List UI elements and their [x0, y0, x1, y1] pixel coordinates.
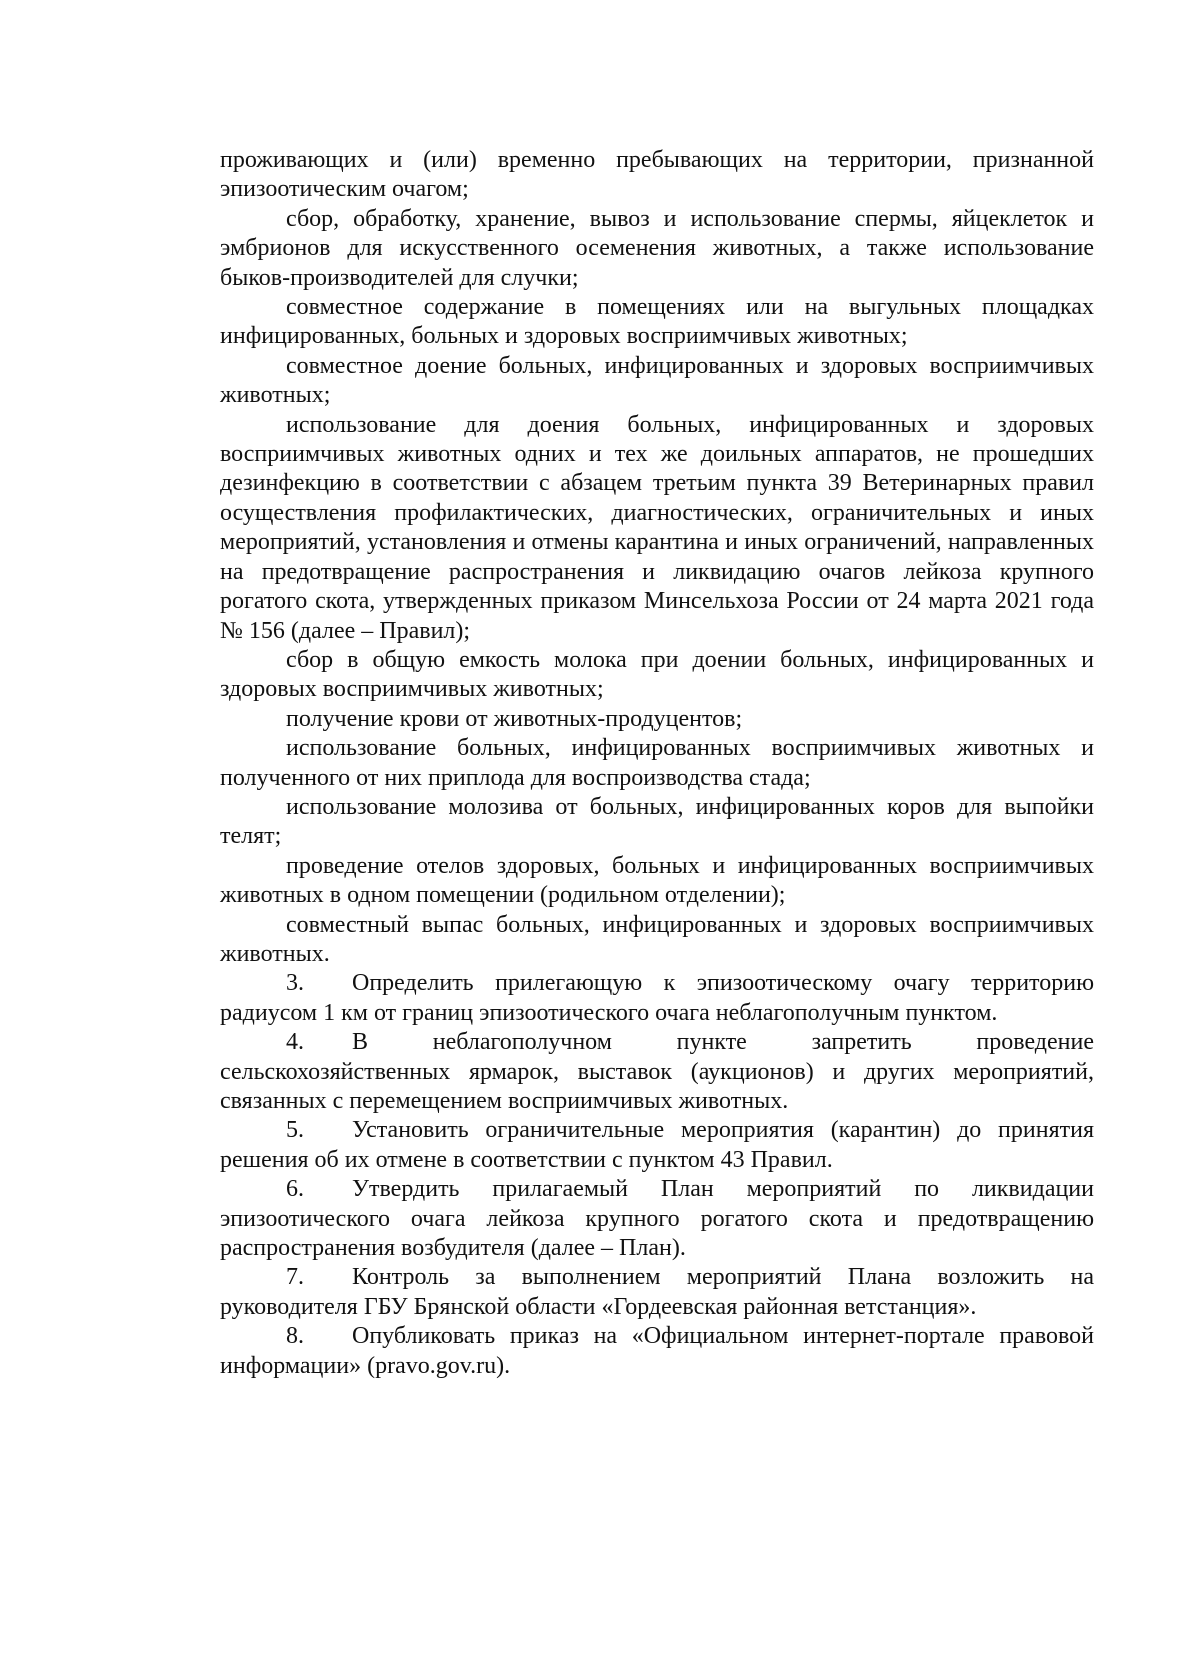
item-number: 7. — [286, 1264, 304, 1291]
item-text: Утвердить прилагаемый План мероприятий по ликвидации эпизоотического очага лейкоза крупного рогатого скота и предотвращению распространения возбудителя (далее – План). — [220, 1176, 1094, 1262]
prohibition-item-joint-calving: проведение отелов здоровых, больных и инфицированных восприимчивых животных в одном помещении (родильном отделении); — [220, 852, 1094, 909]
prohibition-item-semen-collection: сбор, обработку, хранение, вывоз и использование спермы, яйцеклеток и эмбрионов для искусственного осеменения животных, а также использование быков-производителей для случки; — [220, 205, 1094, 291]
item-text: Контроль за выполнением мероприятий Плана возложить на руководителя ГБУ Брянской области «Гордеевская районная ветстанция». — [220, 1264, 1094, 1320]
prohibition-item-milk-collection: сбор в общую емкость молока при доении больных, инфицированных и здоровых восприимчивых животных; — [220, 646, 1094, 703]
numbered-item-3 — [220, 969, 1094, 1028]
numbered-item-4 — [220, 1028, 1094, 1116]
item-text: Опубликовать приказ на «Официальном интернет-портале правовой информации» (pravo.gov.ru). — [220, 1323, 1094, 1379]
item-text: Установить ограничительные мероприятия (карантин) до принятия решения об их отмене в соответствии с пунктом 43 Правил. — [220, 1117, 1094, 1173]
numbered-item-6 — [220, 1175, 1094, 1263]
item-number: 5. — [286, 1117, 304, 1144]
item-number: 8. — [286, 1323, 304, 1350]
item-number: 6. — [286, 1176, 304, 1203]
numbered-item-7 — [220, 1263, 1094, 1322]
item-text: Определить прилегающую к эпизоотическому очагу территорию радиусом 1 км от границ эпизоотического очага неблагополучным пунктом. — [220, 970, 1094, 1026]
prohibition-item-joint-housing: совместное содержание в помещениях или на выгульных площадках инфицированных, больных и здоровых восприимчивых животных; — [220, 294, 1094, 350]
prohibition-item-joint-grazing: совместный выпас больных, инфицированных и здоровых восприимчивых животных. — [220, 911, 1094, 967]
prohibition-item-colostrum-feeding: использование молозива от больных, инфицированных коров для выпойки телят; — [220, 793, 1094, 850]
item-number: 4. — [286, 1029, 304, 1056]
item-number: 3. — [286, 970, 304, 997]
prohibition-item-milking-equipment: использование для доения больных, инфицированных и здоровых восприимчивых животных одних и тех же доильных аппаратов, не прошедших дезинфекцию в соответствии с абзацем третьим пункта 39 Ветеринарных правил осуществления профилактических, диагностических, ограничительных и иных мероприятий, установления и отмены карантина и иных ограничений, направленных на предотвращение распространения и ликвидацию очагов лейкоза крупного рогатого скота, утвержденных приказом Минсельхоза России от 24 марта 2021 года № 156 (далее – Правил); — [220, 411, 1094, 644]
numbered-item-8 — [220, 1322, 1094, 1381]
prohibition-item-blood-collection: получение крови от животных-продуцентов; — [286, 705, 743, 732]
prohibition-item-joint-milking: совместное доение больных, инфицированных и здоровых восприимчивых животных; — [220, 352, 1094, 409]
item-text: В неблагополучном пункте запретить проведение сельскохозяйственных ярмарок, выставок (аукционов) и других мероприятий, связанных с перемещением восприимчивых животных. — [220, 1029, 1094, 1114]
numbered-item-5 — [220, 1116, 1094, 1175]
document-body — [220, 146, 1094, 1381]
paragraph-continuation: проживающих и (или) временно пребывающих на территории, признанной эпизоотическим очагом; — [220, 147, 1094, 203]
prohibition-item-reproduction-use: использование больных, инфицированных восприимчивых животных и полученного от них приплода для воспроизводства стада; — [220, 735, 1094, 791]
